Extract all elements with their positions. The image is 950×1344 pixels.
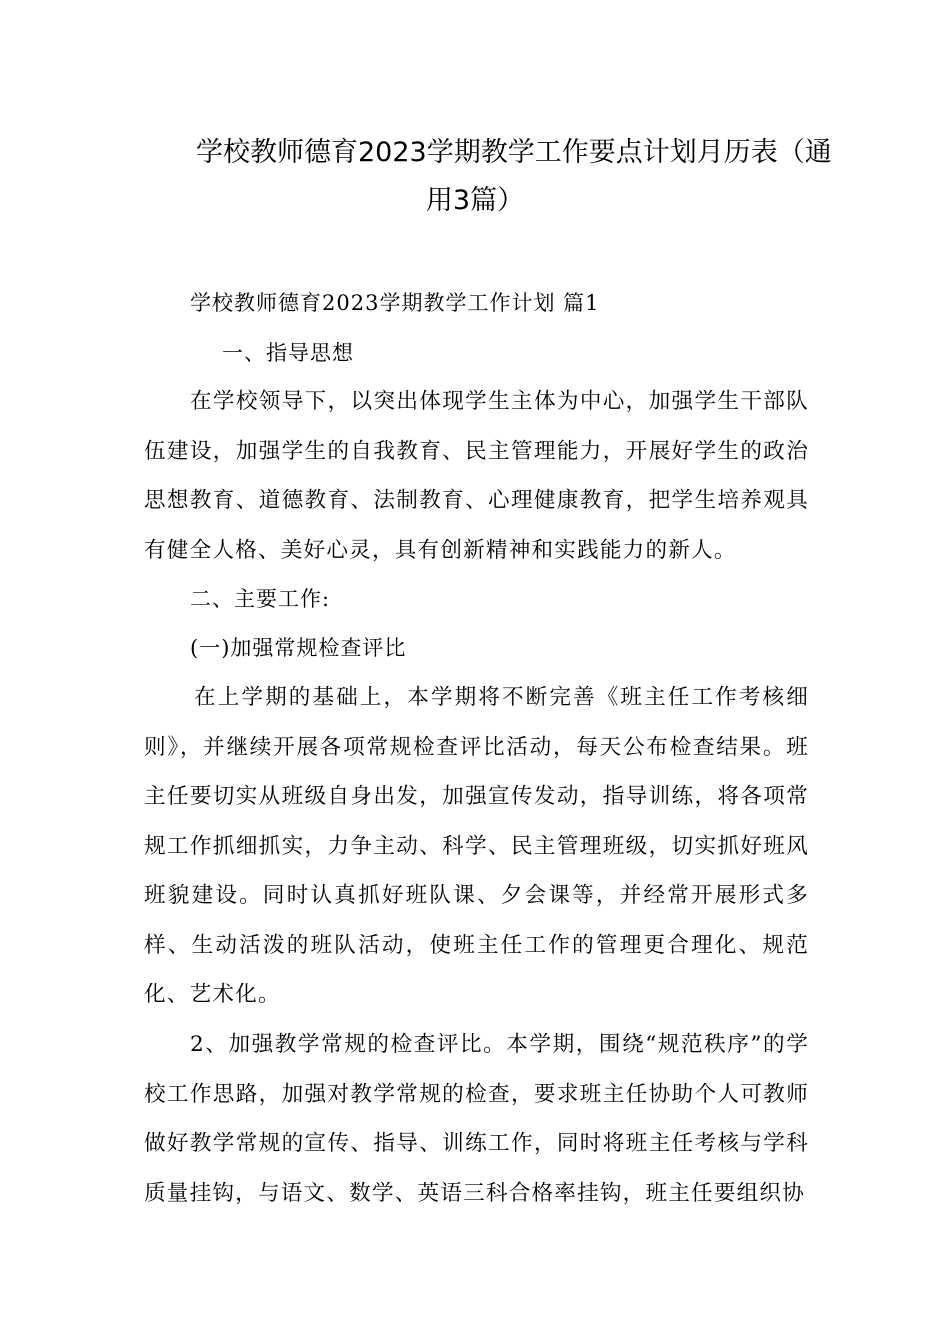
document-title-line1: 学校教师德育2023学期教学工作要点计划月历表（通 bbox=[196, 137, 832, 168]
document-subtitle: 学校教师德育2023学期教学工作计划 篇1 bbox=[190, 291, 600, 315]
document-title-line2: 用3篇） bbox=[425, 185, 525, 216]
subsection1-paragraph: 在上学期的基础上，本学期将不断完善《班主任工作考核细则》，并继续开展各项常规检查评比活动，每天公布检查结果。班主任要切实从班级自身出发，加强宣传发动，指导训练，将各项常规工作抓细抓实，力争主动、科学、民主管理班级，切实抓好班风班貌建设。同时认真抓好班队课、夕会课等，并经常开展形式多样、生动活泼的班队活动，使班主任工作的管理更合理化、规范化、艺术化。 bbox=[144, 685, 809, 1007]
section2-heading: 二、主要工作: bbox=[190, 587, 331, 611]
section1-heading: 一、指导思想 bbox=[222, 341, 354, 365]
section1-paragraph: 在学校领导下，以突出体现学生主体为中心，加强学生干部队伍建设，加强学生的自我教育、民主管理能力，开展好学生的政治思想教育、道德教育、法制教育、心理健康教育，把学生培养观具有健全人格、美好心灵，具有创新精神和实践能力的新人。 bbox=[144, 389, 809, 563]
subsection1-heading: (一)加强常规检查评比 bbox=[190, 636, 407, 660]
item2-paragraph: 2、加强教学常规的检查评比。本学期，围绕“规范秩序”的学校工作思路，加强对教学常规的检查，要求班主任协助个人可教师做好教学常规的宣传、指导、训练工作，同时将班主任考核与学科质量挂钩，与语文、数学、英语三科合格率挂钩，班主任要组织协 bbox=[144, 1032, 809, 1206]
